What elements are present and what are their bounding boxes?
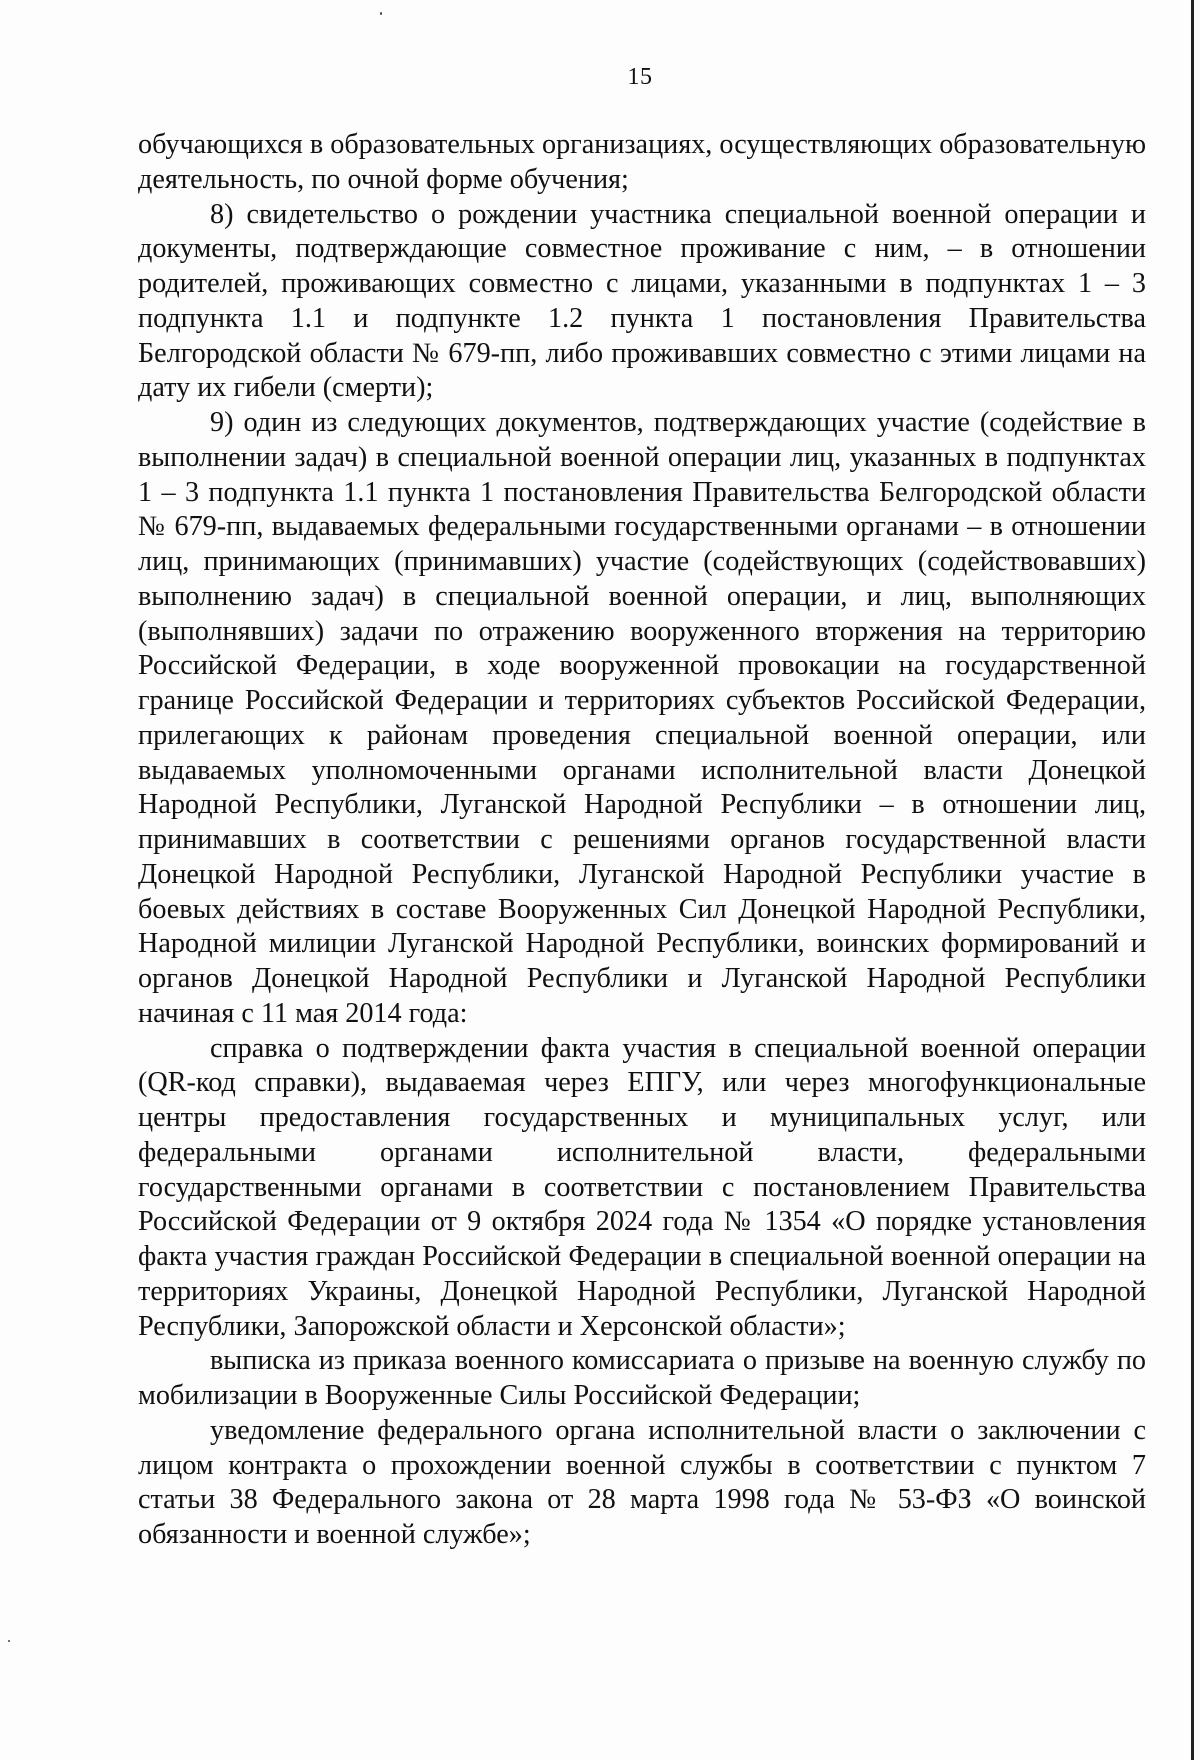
paragraph-mobilization-order: выписка из приказа военного комиссариата о призыве на военную службу по мобилизации в Вооруженные Силы Российской Федерации; bbox=[138, 1345, 1146, 1411]
paragraph-item-9: 9) один из следующих документов, подтверждающих участие (содействие в выполнении задач) в специальной военной операции лиц, указанных в подпунктах 1 – 3 подпункта 1.1 пункта 1 постановления Правительства Белгородской области № 679-пп, выдаваемых федеральными государственными органами – в отношении лиц, принимающих (принимавших) участие (содействующих (содействовавших) выполнению задач) в специальной военной операции, и лиц, выполняющих (выполнявших) задачи по отражению вооруженного вторжения на территорию Российской Федерации, в ходе вооруженной провокации на государственной границе Российской Федерации и территориях субъектов Российской Федерации, прилегающих к районам проведения специальной военной операции, или выдаваемых уполномоченными органами исполнительной власти Донецкой Народной Республики, Луганской Народной Республики – в отношении лиц, принимавших в соответствии с решениями органов государственной власти Донецкой Народной Республики, Луганской Народной Республики участие в боевых действиях в составе Вооруженных Сил Донецкой Народной Республики, Народной милиции Луганской Народной Республики, воинских формирований и органов Донецкой Народной Республики и Луганской Народной Республики начиная с 11 мая 2014 года: bbox=[138, 407, 1146, 1029]
paragraph-continuation: обучающихся в образовательных организациях, осуществляющих образовательную деятельность, по очной форме обучения; bbox=[138, 129, 1146, 195]
page-number: 15 bbox=[627, 64, 653, 90]
paragraph-contract-notice: уведомление федерального органа исполнительной власти о заключении с лицом контракта о прохождении военной службы в соответствии с пунктом 7 статьи 38 Федерального закона от 28 марта 1998 года № 53-ФЗ «О воинской обязанности и военной службе»; bbox=[138, 1414, 1146, 1550]
document-body bbox=[138, 128, 1146, 1553]
paragraph-svo-certificate: справка о подтверждении факта участия в специальной военной операции (QR-код справки), выдаваемая через ЕПГУ, или через многофункциональные центры предоставления государственных и муниципальных услуг, или федеральными органами исполнительной власти, федеральными государственными органами в соответствии с постановлением Правительства Российской Федерации от 9 октября 2024 года № 1354 «О порядке установления факта участия граждан Российской Федерации в специальной военной операции на территориях Украины, Донецкой Народной Республики, Луганской Народной Республики, Запорожской области и Херсонской области»; bbox=[138, 1032, 1146, 1342]
scan-speck bbox=[8, 1640, 10, 1642]
scan-edge-line bbox=[1191, 0, 1194, 1760]
scan-speck bbox=[380, 12, 382, 15]
paragraph-item-8: 8) свидетельство о рождении участника специальной военной операции и документы, подтверждающие совместное проживание с ним, – в отношении родителей, проживающих совместно с лицами, указанными в подпунктах 1 – 3 подпункта 1.1 и подпункте 1.2 пункта 1 постановления Правительства Белгородской области № 679-пп, либо проживавших совместно с этими лицами на дату их гибели (смерти); bbox=[138, 198, 1146, 404]
